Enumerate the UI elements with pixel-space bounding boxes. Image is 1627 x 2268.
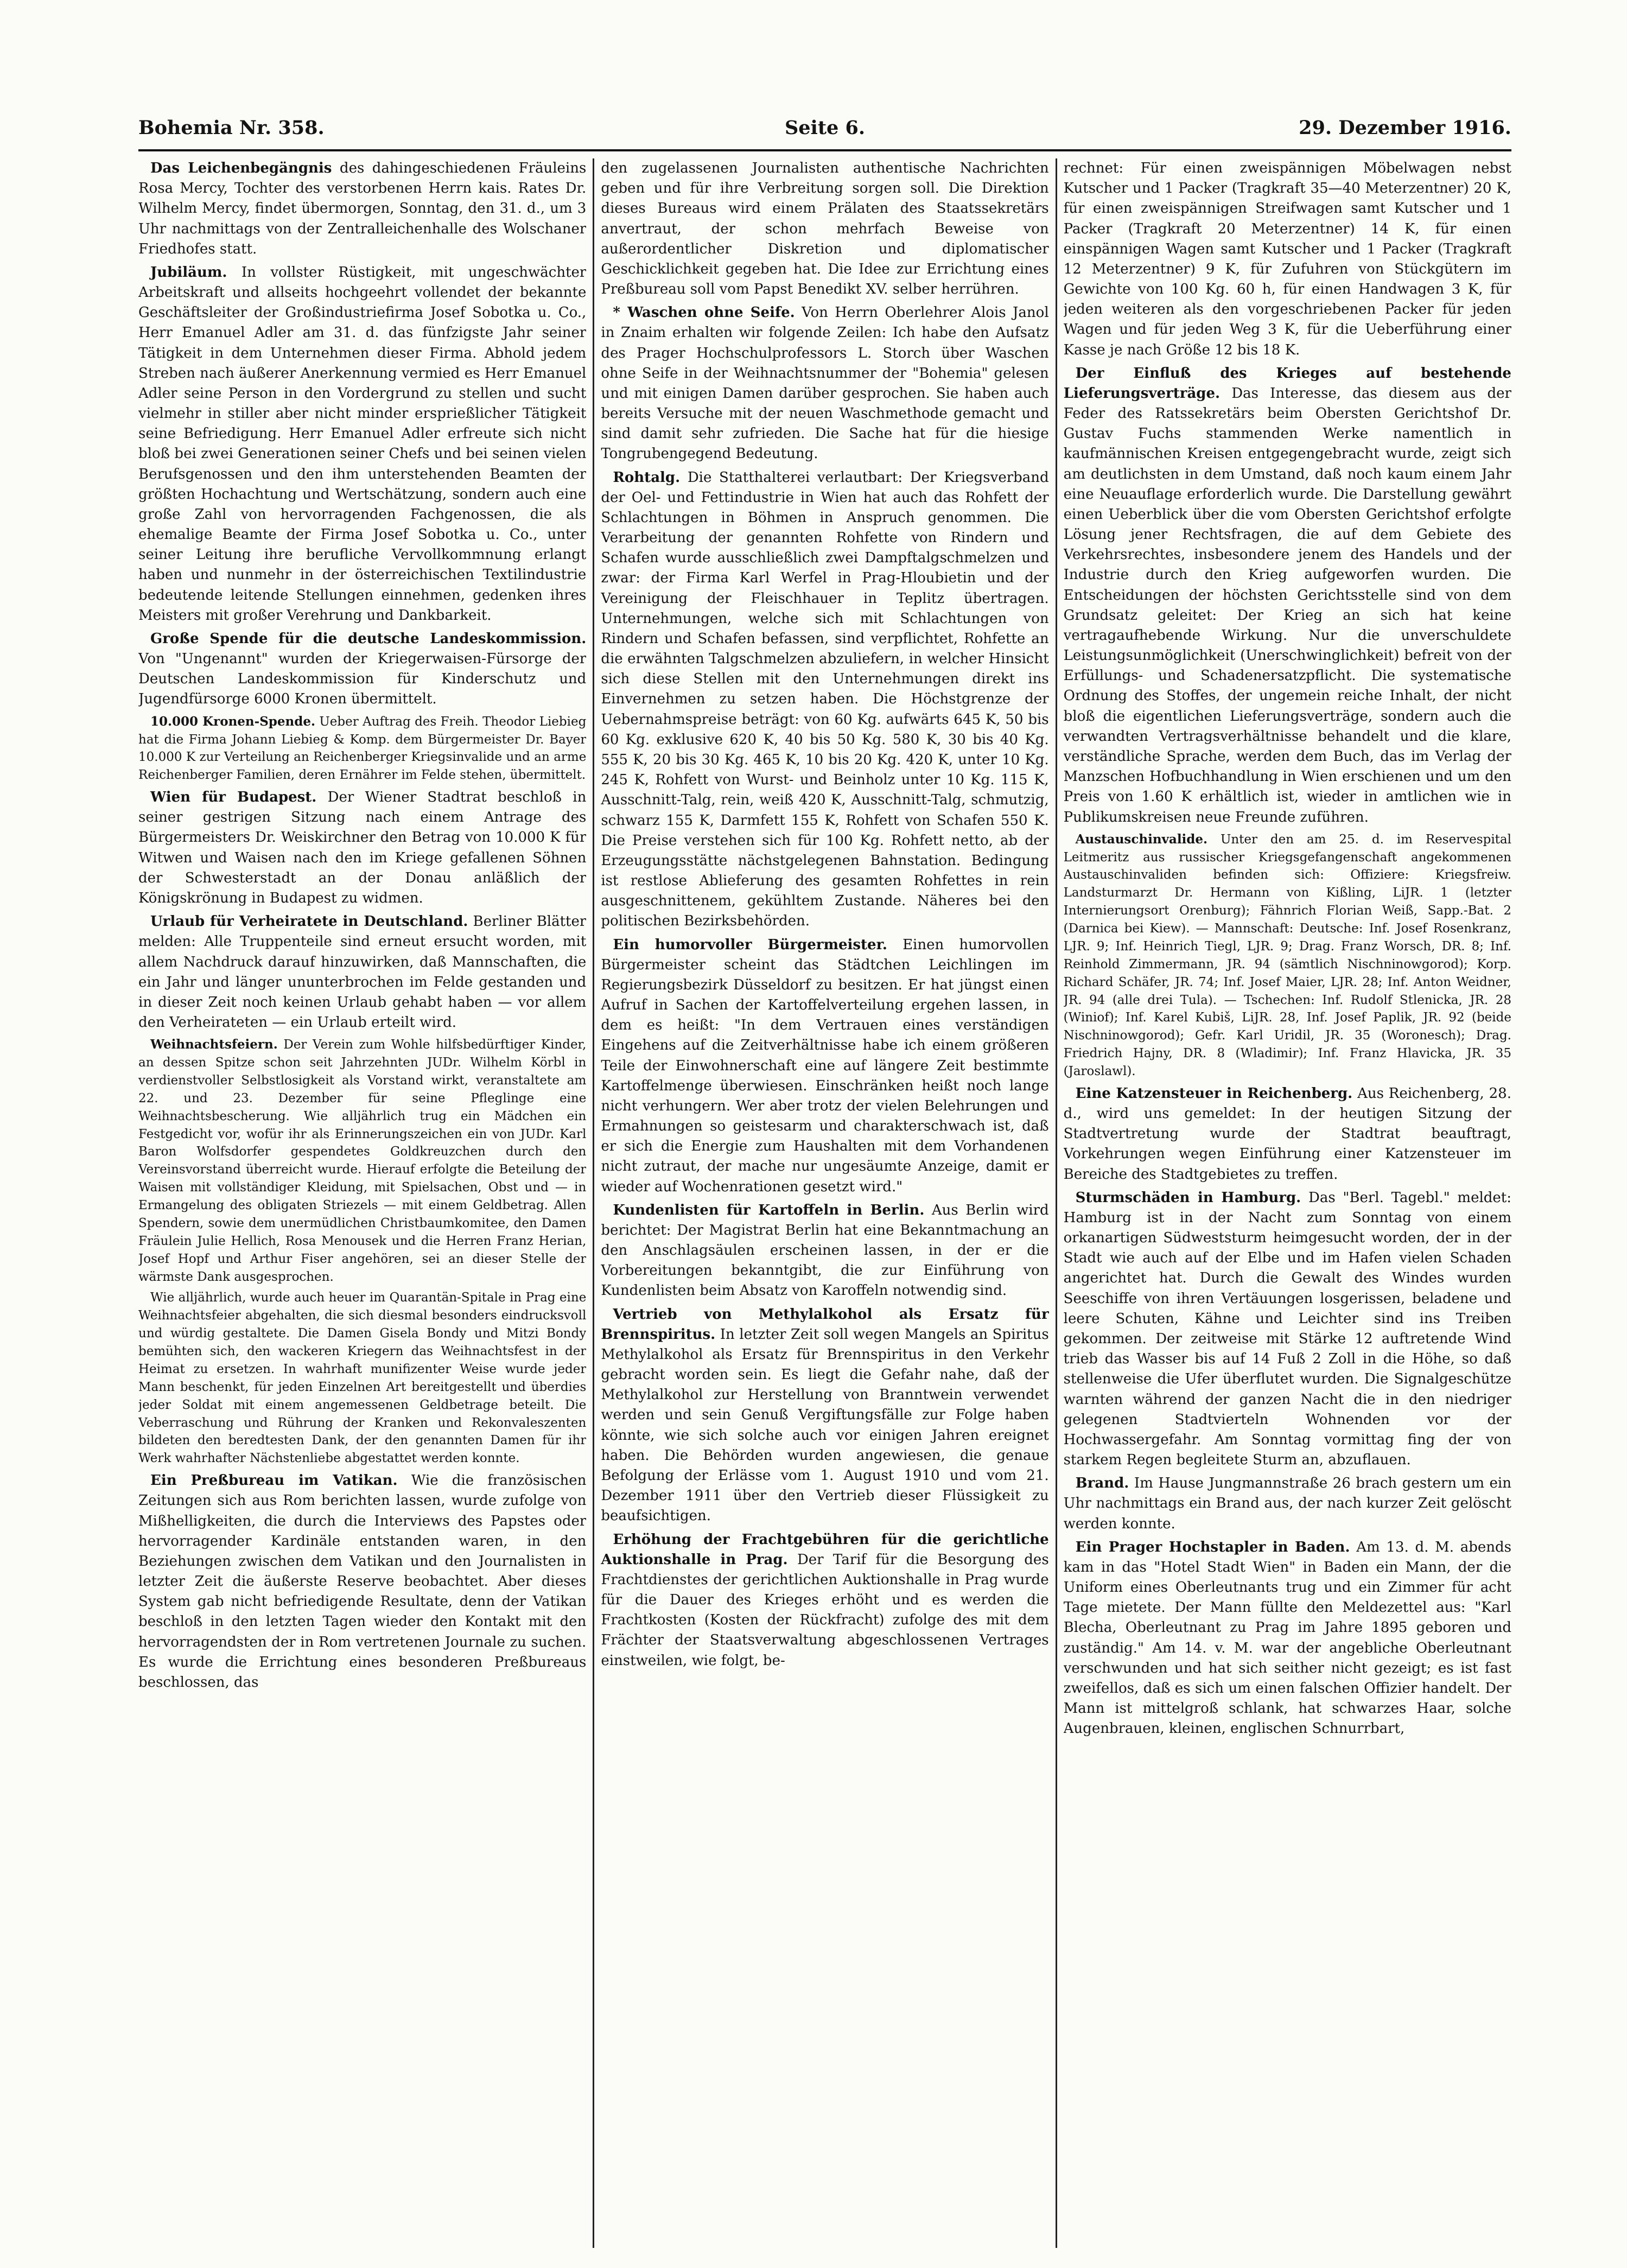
article [601, 158, 1048, 300]
issue-number: Bohemia Nr. 358. [138, 117, 325, 139]
article [1064, 158, 1511, 360]
column-2 [601, 158, 1048, 2248]
article-paragraph [601, 303, 1048, 464]
article [138, 629, 586, 710]
article-body: Von Herrn Oberlehrer Alois Janol in Znaim erhalten wir folgende Zeilen: Ich habe den Aufsatz des Prager Hochschulprofessors L. Storch über Waschen ohne Seife in der Weihnachtsnummer der "Bohemia" gelesen und mit einigen Damen darüber gesprochen. Sie haben auch bereits Versuche mit der neuen Waschmethode gemacht und sind damit sehr zufrieden. Die Sache hat für die hiesige Tongrubengegend Bedeutung. [601, 304, 1049, 462]
article [601, 935, 1048, 1197]
article [138, 263, 586, 626]
article-headline: Kundenlisten für Kartoffeln in Berlin. [613, 1202, 925, 1218]
article-paragraph [601, 1305, 1048, 1527]
article-headline: Der Einfluß des Krieges auf bestehende Lieferungsverträge. [1063, 365, 1511, 402]
article-body: Die Statthalterei verlautbart: Der Kriegsverband der Oel- und Fettindustrie in Wien hat auch das Rohfett der Schlachtungen in Böhmen in Anspruch genommen. Die Verarbeitung der genannten Rohfette von Rindern und Schafen wurde ausschließlich zwei Dampftalgschmelzen und zwar: der Firma Karl Werfel in Prag-Hloubietin und der Vereinigung der Fleischhauer in Teplitz übertragen. Unternehmungen, welche sich mit Schlachtungen von Rindern und Schafen befassen, sind verpflichtet, Rohfette an die erwähnten Talgschmelzen abzuliefern, in welcher Hinsicht sich diese Stellen mit den Unternehmungen direkt ins Einvernehmen zu setzen haben. Die Höchstgrenze der Uebernahmspreise beträgt: von 60 Kg. aufwärts 645 K, 50 bis 60 Kg. exklusive 620 K, 40 bis 50 Kg. 580 K, 30 bis 40 Kg. 555 K, 20 bis 30 Kg. 465 K, 10 bis 20 Kg. 420 K, unter 10 Kg. 245 K, Rohfett von Wurst- und Beinholz unter 10 Kg. 115 K, Ausschnitt-Talg, rein, weiß 420 K, Ausschnitt-Talg, schmutzig, schwarz 155 K, Darmfett 155 K, Rohfett von Schafen 550 K. Die Preise verstehen sich für 100 Kg. Rohfett netto, ab der Erzeugungsstätte nächstgelegenen Bahnstation. Bedingung ist restlose Ablieferung des gesamten Rohfettes in rein ausgeschnittenem, gekühltem Zustande. Näheres bei den politischen Bezirksbehörden. [601, 469, 1049, 930]
article-body: Der Tarif für die Besorgung des Frachtdienstes der gerichtlichen Auktionshalle in Prag wurde für die Dauer des Krieges erhöht und es werden die Frachtkosten (Kosten der Rückfracht) zufolge des mit dem Frächter der Staatsverwaltung abgeschlossenen Vertrages einstweilen, wie folgt, be- [601, 1551, 1049, 1669]
article-paragraph [138, 629, 586, 710]
article-headline: Eine Katzensteuer in Reichenberg. [1075, 1085, 1353, 1102]
article-body: In vollster Rüstigkeit, mit ungeschwächter Arbeitskraft und allseits hochgeehrt vollendet der bekannte Geschäftsleiter der Großindustriefirma Josef Sobotka u. Co., Herr Emanuel Adler am 31. d. das fünfzigste Jahr seiner Tätigkeit in dem Unternehmen dieser Firma. Abhold jedem Streben nach äußerer Anerkennung vermied es Herr Emanuel Adler seine Person in den Vordergrund zu stellen und sucht vielmehr in stiller aber nicht minder ersprießlicher Tätigkeit seine Befriedigung. Herr Emanuel Adler erfreute sich nicht bloß bei zwei Generationen seiner Chefs und bei seinen vielen Berufsgenossen und den ihm unterstehenden Beamten der größten Hochachtung und Wertschätzung, sondern auch eine große Zahl von hervorragenden Fachgenossen, die als ehemalige Beamte der Firma Josef Sobotka u. Co., unter seiner Leitung ihre berufliche Vervollkommnung erlangt haben und nunmehr in der österreichischen Textilindustrie bedeutende leitende Stellungen einnehmen, gedenken ihres Meisters mit großer Verehrung und Dankbarkeit. [138, 264, 587, 624]
article-body: Der Wiener Stadtrat beschloß in seiner gestrigen Sitzung nach einem Antrage des Bürgermeisters Dr. Weiskirchner den Betrag von 10.000 K für Witwen und Waisen nach den im Kriege gefallenen Söhnen der Schwesterstadt an der Donau anläßlich der Königskrönung in Budapest zu widmen. [138, 789, 587, 906]
article-paragraph [1064, 1538, 1511, 1739]
article-paragraph [1064, 1084, 1511, 1185]
article-body: Der Verein zum Wohle hilfsbedürftiger Kinder, an dessen Spitze schon seit Jahrzehnten JUDr. Wilhelm Körbl in verdienstvoller Selbstlosigkeit als Vorstand wirkt, veranstaltete am 22. und 23. Dezember für seine Pfleglinge eine Weihnachtsbescherung. Wie alljährlich trug ein Mädchen ein Festgedicht vor, wofür ihr als Erinnerungszeichen ein von JUDr. Karl Baron Wolfsdorfer gespendetes Goldkreuzchen durch den Vereinsvorstand überreicht wurde. Hierauf erfolgte die Beteilung der Waisen mit vollständiger Kleidung, mit Spielsachen, Obst und — in Ermangelung des obligaten Striezels — mit einem Geldbetrag. Allen Spendern, sowie dem unermüdlichen Christbaumkomitee, den Damen Fräulein Julie Hellich, Rosa Menousek und die Herren Franz Herian, Josef Hopf und Arthur Fiser angehören, sei an dieser Stelle der wärmste Dank ausgesprochen. [138, 1038, 587, 1284]
article-body: Aus Reichenberg, 28. d., wird uns gemeldet: In der heutigen Sitzung der Stadtvertretung wurde der Stadtrat beauftragt, Vorkehrungen wegen Einführung einer Katzensteuer im Bereiche des Stadtgebietes zu treffen. [1063, 1085, 1511, 1183]
article-paragraph [138, 787, 586, 909]
article-headline: Ein Preßbureau im Vatikan. [150, 1472, 398, 1489]
article-headline: Ein humorvoller Bürgermeister. [613, 936, 887, 953]
article-body: Wie alljährlich, wurde auch heuer im Quarantän-Spitale in Prag eine Weihnachtsfeier abgehalten, die sich diesmal besonders eindrucksvoll und würdig gestaltete. Die Damen Gisela Bondy und Mitzi Bondy bemühten sich, den wackeren Kriegern das Weihnachtsfest in der Heimat zu ersetzen. In wahrhaft munifizenter Weise wurde jeder Mann beschenkt, für jeden Einzelnen Art bereitgestellt und überdies jeder Soldat mit einem angemessenen Geldbetrage beteilt. Die Veberraschung und Rührung der Kranken und Rekonvaleszenten bildeten den beredtesten Dank, der den genannten Damen für ihr Werk wahrhafter Nächstenliebe abgestattet werden konnte. [138, 1291, 587, 1466]
article-paragraph [138, 1471, 586, 1693]
article-headline: Rohtalg. [613, 469, 681, 486]
article-paragraph [138, 912, 586, 1033]
article-headline: Jubiläum. [150, 264, 227, 281]
article-body: Von "Ungenannt" wurden der Kriegerwaisen-Fürsorge der Deutschen Landeskommission für Kinderschutz und Jugendfürsorge 6000 Kronen übermittelt. [138, 651, 587, 708]
article [1064, 1084, 1511, 1185]
article-paragraph [138, 1036, 586, 1286]
article-headline: Große Spende für die deutsche Landeskommission. [150, 630, 587, 647]
article-body: Unter den am 25. d. im Reservespital Leitmeritz aus russischer Kriegsgefangenschaft angekommenen Austauschinvaliden befinden sich: Offiziere: Kriegsfreiw. Landsturmarzt Dr. Hermann von Kißling, LiJR. 1 (letzter Internierungsort Orenburg); Fähnrich Florian Weiß, Sapp.-Bat. 2 (Darnica bei Kiew). — Mannschaft: Deutsche: Inf. Josef Rosenkranz, LJR. 9; Inf. Heinrich Tiegl, LJR. 9; Drag. Franz Worsch, DR. 8; Inf. Reinhold Zimmermann, JR. 94 (sämtlich Nischninowgorod); Korp. Richard Schäfer, JR. 74; Inf. Josef Maier, LJR. 28; Inf. Anton Weidner, JR. 94 (alle drei Tula). — Tschechen: Inf. Rudolf Stlenicka, JR. 28 (Winiof); Inf. Karel Kubiš, LiJR. 28, Inf. Josef Paplik, JR. 92 (beide Nischninowgorod); Gefr. Karl Uridil, JR. 35 (Woronesch); Drag. Friedrich Hajny, DR. 8 (Wladimir); Inf. Franz Hlavicka, JR. 35 (Jaroslawl). [1063, 832, 1511, 1079]
article [1064, 1473, 1511, 1534]
article [601, 303, 1048, 464]
article-body: Berliner Blätter melden: Alle Truppenteile sind erneut ersucht worden, mit allem Nachdruck darauf hinzuwirken, daß Mannschaften, die ein Jahr und länger ununterbrochen im Felde gestanden und in dieser Zeit noch keinen Urlaub gehabt haben — vor allem den Verheirateten — ein Urlaub erteilt wird. [138, 913, 587, 1031]
article-body: Am 13. d. M. abends kam in das "Hotel Stadt Wien" in Baden ein Mann, der die Uniform eines Oberleutnants trug und ein Zimmer für acht Tage mietete. Der Mann füllte den Meldezettel aus: "Karl Blecha, Oberleutnant zu Prag im Jahre 1895 geboren und zuständig." Am 14. v. M. war der angebliche Oberleutnant verschwunden und hat sich seither nicht gezeigt; es ist fast zweifellos, daß es sich um einen falschen Offizier handelt. Der Mann ist mittelgroß schlank, hat schwarzes Haar, solche Augenbrauen, kleinen, englischen Schnurrbart, [1063, 1539, 1511, 1737]
column-3 [1064, 158, 1511, 2248]
column-divider [1056, 158, 1057, 2248]
article [1064, 364, 1511, 828]
article-headline: Erhöhung der Frachtgebühren für die gerichtliche Auktionshalle in Prag. [601, 1531, 1049, 1568]
article [1064, 1538, 1511, 1739]
article [601, 468, 1048, 932]
article-body: rechnet: Für einen zweispännigen Möbelwagen nebst Kutscher und 1 Packer (Tragkraft 35—40 Meterzentner) 20 K, für einen zweispännigen Streifwagen samt Kutscher und 1 Packer (Tragkraft 20 Meterzentner) 14 K, für einen einspännigen Wagen samt Kutscher und 1 Packer (Tragkraft 12 Meterzentner) 9 K, für Zufuhren von Stückgütern im Gewichte von 100 Kg. 60 h, für einen Handwagen 3 K, für jeden weiteren als den vorgeschriebenen Packer für jeden Wagen und für jeden Weg 3 K, für die Ueberführung einer Kasse je nach Größe 12 bis 18 K. [1063, 160, 1511, 358]
article-paragraph [138, 713, 586, 785]
article-headline: Urlaub für Verheiratete in Deutschland. [150, 913, 468, 930]
article-body: des dahingeschiedenen Fräuleins Rosa Mercy, Tochter des verstorbenen Herrn kais. Rates Dr. Wilhelm Mercy, findet übermorgen, Sonntag, den 31. d., um 3 Uhr nachmittags von der Zentralleichenhalle des Wolschaner Friedhofes statt. [138, 160, 587, 257]
article-body: Aus Berlin wird berichtet: Der Magistrat Berlin hat eine Bekanntmachung an den Anschlagsäulen erscheinen lassen, in der er die Vorbereitungen bekanntgibt, die zur Einführung von Kundenlisten beim Absatz von Karoffeln notwendig sind. [601, 1202, 1049, 1299]
article [138, 713, 586, 785]
column-divider [593, 158, 594, 2248]
article-paragraph [1064, 364, 1511, 828]
article-headline: Weihnachtsfeiern. [150, 1037, 278, 1052]
article-paragraph [138, 263, 586, 626]
article-paragraph [1064, 1188, 1511, 1470]
article [601, 1305, 1048, 1527]
article [601, 1200, 1048, 1301]
article-body: Wie die französischen Zeitungen sich aus Rom berichten lassen, wurde zufolge von Mißhelligkeiten, die durch die Interviews des Papstes oder hervorragender Kardinäle entstanden waren, in den Beziehungen zwischen dem Vatikan und den Journalisten in letzter Zeit die äußerste Reserve beobachtet. Aber dieses System gab nicht befriedigende Resultate, denn der Vatikan beschloß in den letzten Tagen wieder den Kontakt mit den hervorragendsten der in Rom vertretenen Journale zu suchen. Es wurde die Errichtung eines besonderen Preßbureaus beschlossen, das [138, 1472, 587, 1691]
article-headline: Sturmschäden in Hamburg. [1075, 1189, 1301, 1206]
article-headline: Ein Prager Hochstapler in Baden. [1075, 1539, 1350, 1555]
article-paragraph [1064, 158, 1511, 360]
article [138, 158, 586, 259]
article-body: Das Interesse, das diesem aus der Feder des Ratssekretärs beim Obersten Gerichtshof Dr. Gustav Fuchs stammenden Werke namentlich in kaufmännischen Kreisen entgegengebracht wurde, zeigt sich am deutlichsten in dem Umstand, daß noch kaum einem Jahr eine Neuauflage erforderlich wurde. Die Darstellung gewährt einen Ueberblick über die vom Obersten Gerichtshof erfolgte Lösung jener Rechtsfragen, die auf dem Gebiete des Verkehrsrechtes, insbesondere jenem des Handels und der Industrie durch den Krieg aufgeworfen wurden. Die Entscheidungen der höchsten Gerichtsstelle sind von dem Grundsatz geleitet: Der Krieg an sich hat keine vertragaufhebende Wirkung. Nur die unverschuldete Leistungsunmöglichkeit (Unerschwinglichkeit) befreit von der Erfüllungs- und Schadenersatzpflicht. Die systematische Ordnung des Stoffes, der ungemein reiche Inhalt, der nicht bloß die eigentlichen Lieferungsverträge, sondern auch die verwandten Vertragsverhältnisse behandelt und die klare, verständliche Sprache, werden dem Buch, das im Verlag der Manzschen Hofbuchhandlung in Wien erschienen und um den Preis von 1.60 K erhältlich ist, wieder in amtlichen wie in Publikumskreisen neue Freunde zuführen. [1063, 385, 1511, 825]
article-headline: * Waschen ohne Seife. [613, 304, 795, 321]
article-paragraph [601, 468, 1048, 932]
article-paragraph [138, 1289, 586, 1467]
article-body: Das "Berl. Tagebl." meldet: Hamburg ist in der Nacht zum Sonntag von einem orkanartigen Südweststurm heimgesucht worden, der in der Stadt wie auch auf der Elbe und im Hafen vielen Schaden angerichtet hat. Durch die Gewalt des Windes wurden Seeschiffe von ihren Vertäuungen losgerissen, beladene und leere Schuten, Kähne und Leichter sind ins Treiben gekommen. Der zeitweise mit Stärke 12 auftretende Wind trieb das Wasser bis auf 14 Fuß 2 Zoll in die Höhe, so daß stellenweise die Ufer überflutet wurden. Die Signalgeschütze warnten während der ganzen Nacht die in den niedriger gelegenen Stadtvierteln Wohnenden vor der Hochwassergefahr. Am Sonntag vormittag fing der von starkem Regen begleitete Sturm an, abzuflauen. [1063, 1189, 1511, 1469]
issue-date: 29. Dezember 1916. [1299, 117, 1511, 139]
article-paragraph [601, 1530, 1048, 1671]
article-headline: Wien für Budapest. [150, 789, 317, 806]
columns [138, 158, 1511, 2248]
article [1064, 831, 1511, 1081]
page-number: Seite 6. [785, 117, 865, 139]
article-paragraph [601, 158, 1048, 300]
article [138, 787, 586, 909]
article [138, 1036, 586, 1286]
article-paragraph [601, 1200, 1048, 1301]
article [138, 912, 586, 1033]
article [601, 1530, 1048, 1671]
article-headline: Das Leichenbegängnis [150, 160, 332, 176]
page-header [138, 117, 1511, 149]
article-body: Ueber Auftrag des Freih. Theodor Liebieg hat die Firma Johann Liebieg & Komp. dem Bürgermeister Dr. Bayer 10.000 K zur Verteilung an Reichenberger Kriegsinvalide und an arme Reichenberger Familien, deren Ernährer im Felde stehen, übermittelt. [138, 714, 587, 783]
article [138, 1289, 586, 1467]
article-headline: Vertrieb von Methylalkohol als Ersatz für Brennspiritus. [601, 1306, 1049, 1343]
article-headline: 10.000 Kronen-Spende. [150, 714, 315, 729]
article-paragraph [1064, 831, 1511, 1081]
article-paragraph [601, 935, 1048, 1197]
article [1064, 1188, 1511, 1470]
article-body: den zugelassenen Journalisten authentische Nachrichten geben und für ihre Verbreitung sorgen soll. Die Direktion dieses Bureaus wird einem Prälaten des Staatssekretärs anvertraut, der schon mehrfach Beweise von außerordentlicher Diskretion und diplomatischer Geschicklichkeit gegeben hat. Die Idee zur Errichtung eines Preßbureau soll vom Papst Benedikt XV. selber herrühren. [601, 160, 1049, 298]
header-rule [138, 149, 1511, 151]
column-1 [138, 158, 586, 2248]
article-body: Einen humorvollen Bürgermeister scheint das Städtchen Leichlingen im Regierungsbezirk Düsseldorf zu besitzen. Er hat jüngst einen Aufruf in Sachen der Kartoffelverteilung ergehen lassen, in dem es heißt: "In dem Vertrauen eines verständigen Eingehens auf die Zeitverhältnisse habe ich einem größeren Teile der Einwohnerschaft eine auf längere Zeit bestimmte Kartoffelmenge überwiesen. Einschränken heißt noch lange nicht verhungern. Wer aber trotz der vielen Belehrungen und Ermahnungen so geistesarm und charakterschwach ist, daß er sich die Energie zum Haushalten mit dem Vorhandenen nicht zutraut, der mache nur ungesäumte Anzeige, damit er wieder auf Wochenrationen gesetzt wird." [601, 936, 1049, 1195]
article-paragraph [138, 158, 586, 259]
article [138, 1471, 586, 1693]
article-headline: Brand. [1075, 1475, 1129, 1492]
article-headline: Austauschinvalide. [1075, 831, 1208, 847]
article-body: In letzter Zeit soll wegen Mangels an Spiritus Methylalkohol als Ersatz für Brennspiritus in den Verkehr gebracht worden sein. Es liegt die Gefahr nahe, daß der Methylalkohol zur Herstellung von Branntwein verwendet werden und sein Genuß Vergiftungsfälle zur Folge haben könnte, wie sich solche auch vor einigen Jahren ereignet haben. Die Behörden wurden angewiesen, die genaue Befolgung der Erlässe vom 1. August 1910 und vom 21. Dezember 1911 über den Vertrieb dieser Flüssigkeit zu beaufsichtigen. [601, 1326, 1049, 1524]
article-body: Im Hause Jungmannstraße 26 brach gestern um ein Uhr nachmittags ein Brand aus, der nach kurzer Zeit gelöscht werden konnte. [1063, 1475, 1511, 1532]
article-paragraph [1064, 1473, 1511, 1534]
